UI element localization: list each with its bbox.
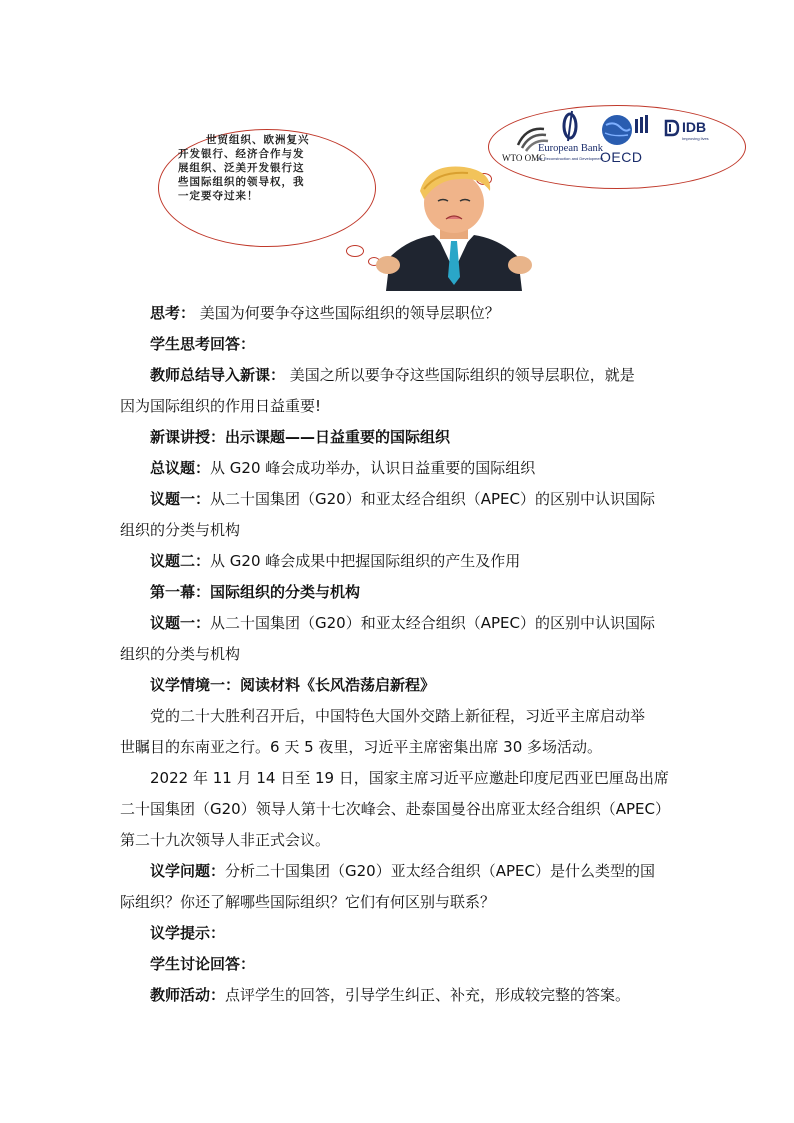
bubble-line: 开发银行、经济合作与发 — [178, 148, 305, 160]
idb-logo-text: IDB — [682, 119, 707, 135]
oecd-logo — [598, 113, 654, 169]
cartoon-illustration — [150, 95, 750, 295]
topic2-label: 议题二： — [150, 552, 211, 570]
question-text-cont: 际组织？你还了解哪些国际组织？它们有何区别与联系？ — [120, 893, 496, 911]
topic1b-line — [150, 612, 676, 634]
left-bubble-text — [178, 133, 364, 203]
bubble-line: 些国际组织的领导权，我 — [178, 176, 305, 188]
question-label: 议学问题： — [150, 862, 226, 880]
think-label: 思考： — [150, 304, 196, 322]
topic1-text: 从二十国集团（G20）和亚太经合组织（APEC）的区别中认识国际 — [210, 490, 655, 508]
hint-heading: 议学提示： — [150, 924, 226, 942]
thought-dot — [346, 245, 364, 257]
teacher-summary-text: 美国之所以要争夺这些国际组织的领导层职位，就是 — [285, 366, 635, 384]
new-lesson-heading: 新课讲授：出示课题——日益重要的国际组织 — [150, 428, 451, 446]
teacher-summary-label: 教师总结导入新课： — [150, 366, 286, 384]
student-discuss-heading: 学生讨论回答： — [150, 955, 256, 973]
think-line — [150, 302, 676, 324]
paragraph1-line: 党的二十大胜利召开后，中国特色大国外交踏上新征程，习近平主席启动举 — [150, 707, 646, 725]
bubble-line: 展组织、泛美开发银行这 — [178, 162, 305, 174]
paragraph2-line: 第二十九次领导人非正式会议。 — [120, 831, 331, 849]
bubble-line: 世贸组织、欧洲复兴 — [206, 134, 310, 146]
general-topic-line — [150, 457, 676, 479]
act1-heading: 第一幕：国际组织的分类与机构 — [150, 583, 361, 601]
scenario-heading: 议学情境一：阅读材料《长风浩荡启新程》 — [150, 676, 436, 694]
general-topic-text: 从 G20 峰会成功举办，认识日益重要的国际组织 — [210, 459, 536, 477]
paragraph2-line: 2022 年 11 月 14 日至 19 日，国家主席习近平应邀赴印度尼西亚巴厘岛出席 — [150, 769, 669, 787]
topic1b-text: 从二十国集团（G20）和亚太经合组织（APEC）的区别中认识国际 — [210, 614, 655, 632]
european-bank-logo-text: European Bank — [538, 143, 604, 154]
topic2-line — [150, 550, 676, 572]
topic1b-label: 议题一： — [150, 614, 211, 632]
student-think-heading: 学生思考回答： — [150, 335, 256, 353]
question-line — [150, 860, 676, 882]
teacher-activity-label: 教师活动： — [150, 986, 226, 1004]
teacher-activity-text: 点评学生的回答，引导学生纠正、补充，形成较完整的答案。 — [225, 986, 631, 1004]
paragraph2-line: 二十国集团（G20）领导人第十七次峰会、赴泰国曼谷出席亚太经合组织（APEC） — [120, 800, 670, 818]
question-text: 分析二十国集团（G20）亚太经合组织（APEC）是什么类型的国 — [225, 862, 655, 880]
topic2-text: 从 G20 峰会成果中把握国际组织的产生及作用 — [210, 552, 521, 570]
idb-emblem-icon — [664, 119, 680, 137]
wto-logo-text: WTO OMC — [502, 153, 546, 163]
ebrd-emblem-icon — [560, 109, 580, 143]
topic1-label: 议题一： — [150, 490, 211, 508]
think-text: 美国为何要争夺这些国际组织的领导层职位？ — [195, 304, 500, 322]
bubble-line: 一定要夺过来！ — [178, 190, 259, 202]
idb-logo-subtext: Improving lives — [682, 136, 709, 141]
teacher-summary-text-cont: 因为国际组织的作用日益重要! — [120, 397, 322, 415]
teacher-summary-line — [150, 364, 676, 386]
cartoon-figure-icon — [368, 161, 540, 291]
european-bank-logo-subtext: for Reconstruction and Development — [538, 156, 603, 161]
oecd-logo-text: OECD — [600, 149, 643, 165]
paragraph1-line: 世瞩目的东南亚之行。6 天 5 夜里，习近平主席密集出席 30 多场活动。 — [120, 738, 603, 756]
topic1-line — [150, 488, 676, 510]
general-topic-label: 总议题： — [150, 459, 211, 477]
oecd-globe-icon — [600, 113, 650, 147]
idb-logo — [664, 119, 724, 149]
topic1b-text-cont: 组织的分类与机构 — [120, 645, 241, 663]
teacher-activity-line — [150, 984, 676, 1006]
topic1-text-cont: 组织的分类与机构 — [120, 521, 241, 539]
